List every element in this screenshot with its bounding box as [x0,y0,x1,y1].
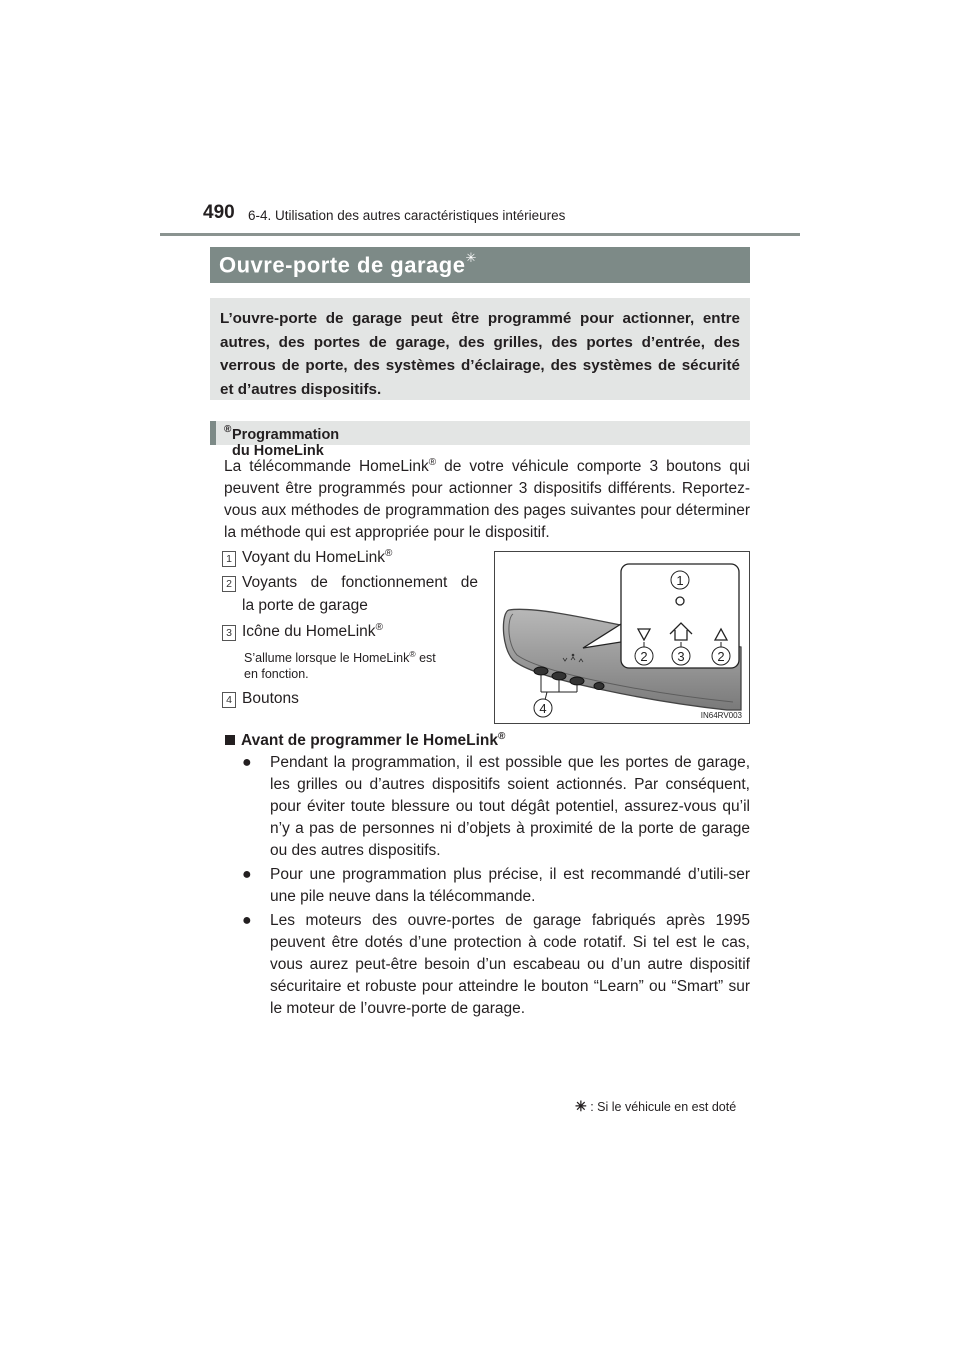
bullet-item: ● Pendant la programmation, il est possible que les portes de garage, les grilles ou d’autres dispositifs soient actionnés. Par conséquent, pour éviter toute blessure ou tout dégât potentiel, assurez-vous qu’il n’y a pas de personnes ni d’objets à proximité de la porte de garage ou des autres dispositifs. [242,754,750,859]
mirror-indicator [572,654,575,657]
title-asterisk: ✳ [465,250,477,265]
bullet-dot-icon: ● [242,754,252,771]
page-number: 490 [203,202,235,223]
chapter-header: 6-4. Utilisation des autres caractéristiques intérieures [248,208,566,223]
page-title: Ouvre-porte de garage✳ [219,250,477,278]
bullet-item: ● Les moteurs des ouvre-portes de garage fabriqués après 1995 peuvent être dotés d’une protection à code rotatif. Si tel est le cas, vous aurez peut-être besoin d’un escabeau ou d’un autre dispositif sécuritaire et robuste pour atteindre le bouton “Learn” ou “Smart” sur le moteur de l’ouvre-porte de garage. [242,912,750,1017]
callout-label-2b: 2 [717,649,725,664]
item-number-2: 2 [222,576,236,592]
body-paragraph: La télécommande HomeLink® de votre véhicule comporte 3 boutons qui peuvent être programmés pour actionner 3 dispositifs différents. Reportez-vous aux méthodes de programmation des pages suivantes pour déterminer la méthode qui est appropriée pour le dispositif. [224,456,750,541]
figure-code: IN64RV003 [700,711,742,720]
callout-label-1: 1 [676,573,684,588]
mirror-figure [494,551,750,724]
item-label-2b: la porte de garage [242,597,368,614]
bullet-item: ● Pour une programmation plus précise, il est recommandé d’utili-ser une pile neuve dans la télécommande. [242,866,750,905]
mirror-button [570,677,584,685]
bullet-dot-icon: ● [242,912,252,929]
callout-label-2: 2 [640,649,648,664]
mirror-button [594,683,604,690]
item-label-3: Icône du HomeLink® [242,621,383,640]
footnote: ✳ : Si le véhicule en est doté [575,1098,737,1114]
item-label-2a: Voyants de fonctionnement de [242,574,478,591]
item-number-3: 3 [222,625,236,641]
subsection-heading: Avant de programmer le HomeLink® [225,732,505,750]
intro-text: L’ouvre-porte de garage peut être programmé pour actionner, entre autres, des portes de garage, des grilles, des portes d’entrée, des verrous de porte, des systèmes d’éclairage, des systèmes de sécurité et d’autres dispositifs. [220,310,740,398]
item-number-4: 4 [222,692,236,708]
item-sub-3a: S’allume lorsque le HomeLink® est [244,648,436,665]
callout-label-3: 3 [677,649,685,664]
asterisk-icon: ✳ [575,1098,587,1114]
item-sub-3b: en fonction. [244,667,309,681]
header-rule [160,233,800,236]
mirror-button [534,667,548,675]
callout-label-4: 4 [539,701,547,716]
item-label-1: Voyant du HomeLink® [242,547,393,566]
page-title-bar [210,247,750,283]
mirror-button [552,672,566,680]
bullet-dot-icon: ● [242,866,252,883]
square-bullet-icon [225,735,235,745]
item-label-4: Boutons [242,690,299,707]
item-number-1: 1 [222,551,236,567]
section-heading: Programmation du HomeLink ® [210,421,750,445]
mirror-illustration [495,552,749,723]
intro-box [210,298,750,400]
